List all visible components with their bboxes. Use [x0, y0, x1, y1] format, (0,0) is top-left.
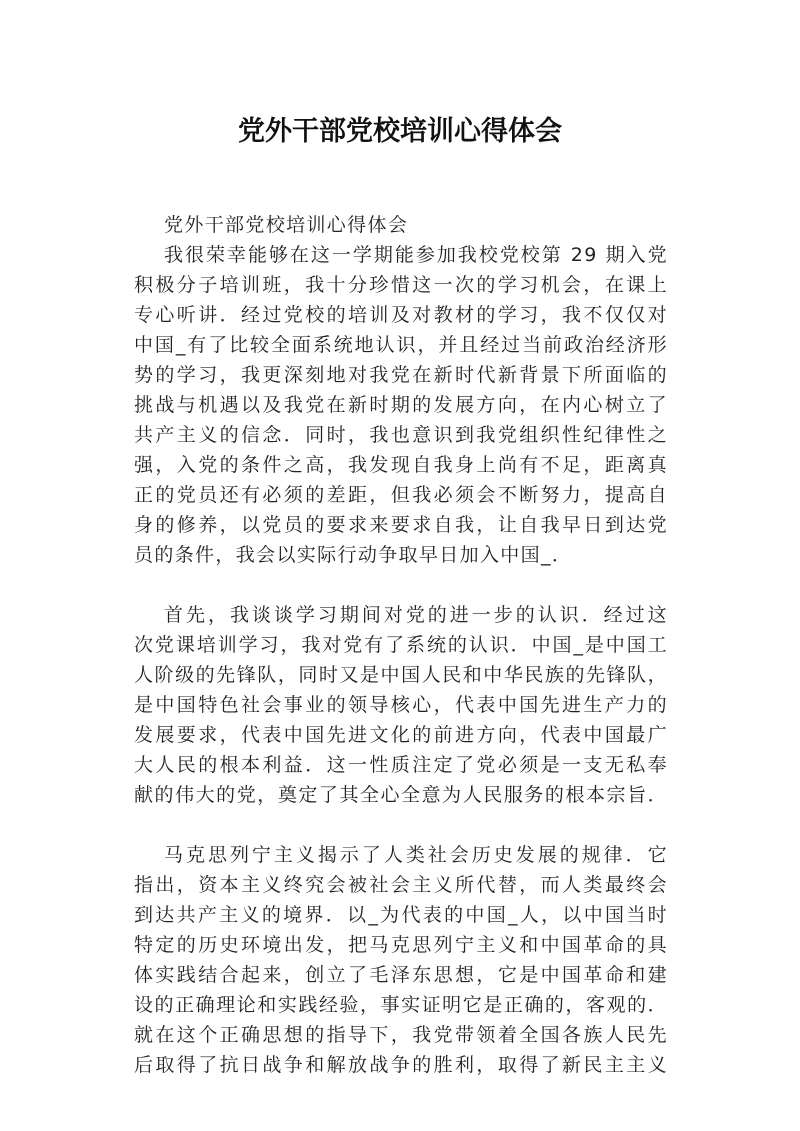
- paragraph-line: 发展要求，代表中国先进文化的前进方向，代表中国最广: [134, 724, 668, 746]
- paragraph-line: 身的修养，以党员的要求来要求自我，让自我早日到达党: [134, 514, 668, 536]
- paragraph-line: 积极分子培训班，我十分珍惜这一次的学习机会，在课上: [134, 274, 668, 296]
- document-body: [134, 210, 668, 1080]
- paragraph-line: 正的党员还有必须的差距，但我必须会不断努力，提高自: [134, 484, 668, 506]
- document-title: 党外干部党校培训心得体会: [238, 116, 562, 147]
- paragraph-line: 大人民的根本利益．这一性质注定了党必须是一支无私奉: [134, 754, 668, 776]
- paragraph-line: 人阶级的先锋队，同时又是中国人民和中华民族的先锋队，: [134, 664, 668, 686]
- paragraph-line: 强，入党的条件之高，我发现自我身上尚有不足，距离真: [134, 454, 668, 476]
- paragraph-spacer: [134, 570, 668, 600]
- paragraph-line: 献的伟大的党，奠定了其全心全意为人民服务的根本宗旨．: [134, 784, 668, 806]
- paragraph-spacer: [134, 810, 668, 840]
- paragraph-1: [134, 240, 668, 570]
- paragraph-line: 挑战与机遇以及我党在新时期的发展方向，在内心树立了: [134, 394, 668, 416]
- paragraph-line: 体实践结合起来，创立了毛泽东思想，它是中国革命和建: [134, 964, 668, 986]
- paragraph-line: 就在这个正确思想的指导下，我党带领着全国各族人民先: [134, 1024, 668, 1046]
- paragraph-line: 到达共产主义的境界．以_为代表的中国_人，以中国当时: [134, 904, 668, 926]
- paragraph-line: 次党课培训学习，我对党有了系统的认识．中国_是中国工: [134, 634, 668, 656]
- paragraph-line: 势的学习，我更深刻地对我党在新时代新背景下所面临的: [134, 364, 668, 386]
- paragraph-line: 我很荣幸能够在这一学期能参加我校党校第 29 期入党: [164, 244, 668, 266]
- paragraph-line: 后取得了抗日战争和解放战争的胜利，取得了新民主主义: [134, 1054, 668, 1076]
- paragraph-line: 特定的历史环境出发，把马克思列宁主义和中国革命的具: [134, 934, 668, 956]
- paragraph-line: 首先，我谈谈学习期间对党的进一步的认识．经过这: [164, 604, 668, 626]
- paragraph-2: [134, 600, 668, 810]
- paragraph-line: 指出，资本主义终究会被社会主义所代替，而人类最终会: [134, 874, 668, 896]
- paragraph-line: 设的正确理论和实践经验，事实证明它是正确的，客观的．: [134, 994, 668, 1016]
- paragraph-line: 员的条件，我会以实际行动争取早日加入中国_．: [134, 544, 573, 566]
- paragraph-line: 是中国特色社会事业的领导核心，代表中国先进生产力的: [134, 694, 668, 716]
- subtitle-line: 党外干部党校培训心得体会: [164, 214, 409, 236]
- paragraph-3: [134, 840, 668, 1080]
- paragraph-line: 专心听讲．经过党校的培训及对教材的学习，我不仅仅对: [134, 304, 668, 326]
- paragraph-line: 马克思列宁主义揭示了人类社会历史发展的规律．它: [164, 844, 668, 866]
- paragraph-line: 共产主义的信念．同时，我也意识到我党组织性纪律性之: [134, 424, 668, 446]
- paragraph-line: 中国_有了比较全面系统地认识，并且经过当前政治经济形: [134, 334, 668, 356]
